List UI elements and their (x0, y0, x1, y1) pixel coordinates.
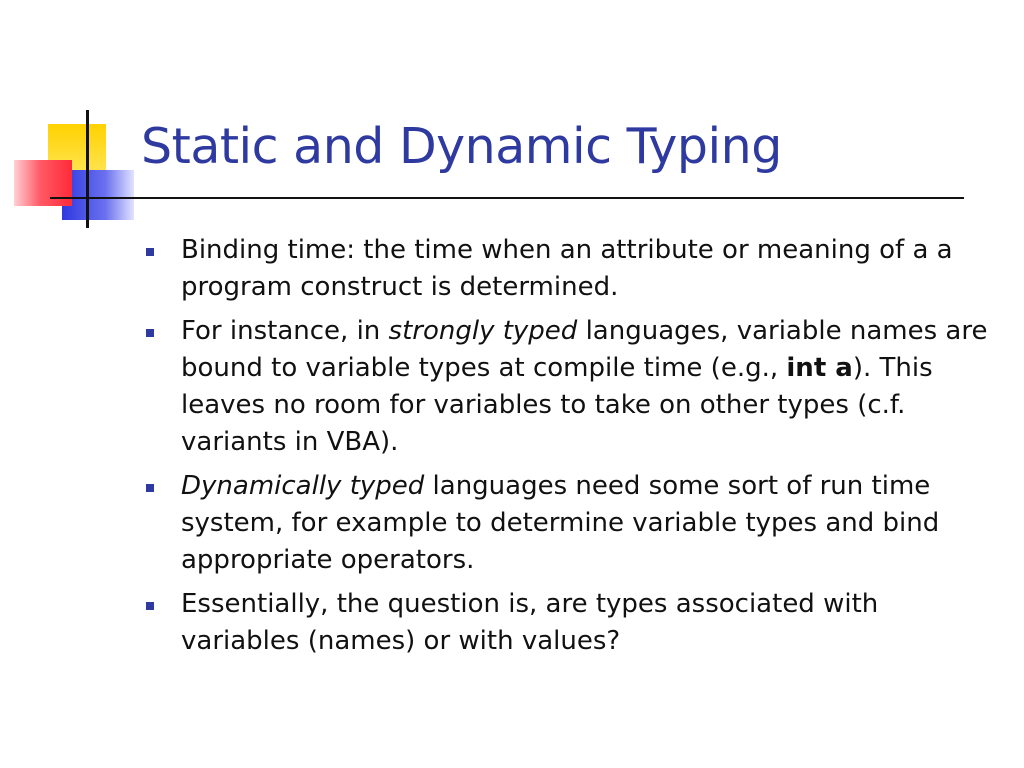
bullet-text-mid: languages, variable names are bound to variable types at compile time (e.g., (181, 316, 988, 383)
red-square-icon (14, 160, 72, 206)
bullet-item-binding-time (146, 232, 996, 306)
slide-title: Static and Dynamic Typing (141, 118, 782, 175)
bullet-item-dynamically-typed (146, 468, 996, 579)
bullet-text-post: ). This leaves no room for variables to take on other types (c.f. variants in VBA). (181, 353, 933, 457)
bullet-text: Binding time: the time when an attribute or meaning of a a program construct is determined. (181, 235, 953, 302)
bullet-text (181, 471, 939, 575)
bullet-item-strongly-typed (146, 313, 996, 461)
horizontal-rule (50, 197, 964, 199)
bullet-text (181, 316, 987, 457)
bullet-list (146, 232, 996, 667)
vertical-rule (86, 110, 89, 228)
bullet-text: Essentially, the question is, are types associated with variables (names) or with values? (181, 589, 879, 656)
square-bullet-icon (146, 602, 154, 610)
bullet-text-pre: For instance, in (181, 316, 389, 346)
blue-square-icon (62, 170, 134, 220)
square-bullet-icon (146, 329, 154, 337)
square-bullet-icon (146, 248, 154, 256)
square-bullet-icon (146, 484, 154, 492)
bullet-text-code: int a (786, 353, 853, 383)
bullet-item-essentially (146, 586, 996, 660)
bullet-text-emphasis: Dynamically typed (181, 471, 425, 501)
bullet-text-post: languages need some sort of run time system, for example to determine variable types and bind appropriate operators. (181, 471, 940, 575)
bullet-text-emphasis: strongly typed (388, 316, 578, 346)
